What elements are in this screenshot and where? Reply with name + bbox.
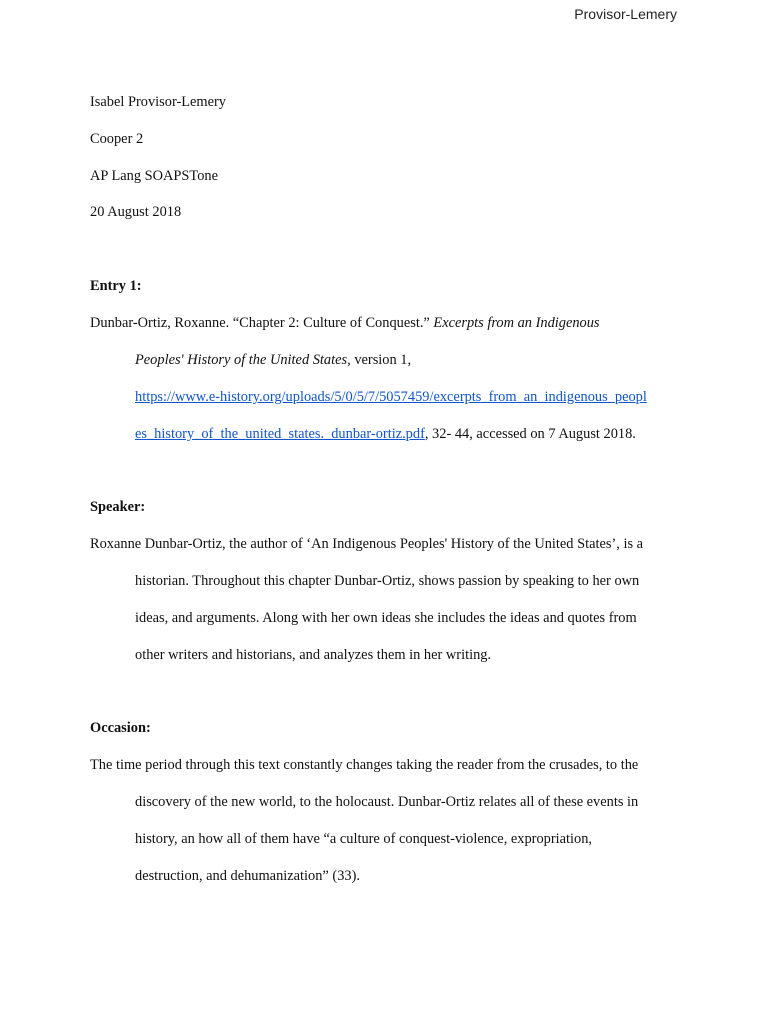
- entry-label: Entry 1:: [90, 278, 142, 294]
- occasion-line: The time period through this text constantly changes taking the reader from the crusades, to the: [90, 757, 639, 773]
- teacher-name: Cooper 2: [90, 131, 144, 147]
- citation-container-title-cont: Peoples' History of the United States,: [135, 352, 351, 368]
- citation-version: version 1,: [350, 352, 412, 368]
- citation-tail: , 32- 44, accessed on 7 August 2018.: [424, 426, 636, 442]
- speaker-label: Speaker:: [90, 499, 146, 515]
- citation-line-4: [135, 426, 636, 443]
- speaker-line: historian. Throughout this chapter Dunbar-Ortiz, shows passion by speaking to her own: [135, 573, 640, 589]
- occasion-line: discovery of the new world, to the holocaust. Dunbar-Ortiz relates all of these events in: [135, 794, 639, 810]
- occasion-label: Occasion:: [90, 720, 151, 736]
- citation-author-title: Dunbar-Ortiz, Roxanne. “Chapter 2: Culture of Conquest.”: [90, 315, 434, 331]
- running-head: Provisor-Lemery: [574, 6, 677, 22]
- speaker-line: Roxanne Dunbar-Ortiz, the author of ‘An Indigenous Peoples' History of the United States’, is a: [90, 536, 644, 552]
- citation-line-3: [135, 389, 647, 406]
- occasion-line: history, an how all of them have “a culture of conquest-violence, expropriation,: [135, 831, 593, 847]
- occasion-line: destruction, and dehumanization” (33).: [135, 868, 360, 884]
- citation-line-1: [90, 315, 600, 332]
- citation-url-link-cont[interactable]: es_history_of_the_united_states._dunbar-ortiz.pdf: [135, 426, 425, 442]
- speaker-line: other writers and historians, and analyzes them in her writing.: [135, 647, 492, 663]
- citation-line-2: [135, 352, 411, 369]
- speaker-line: ideas, and arguments. Along with her own ideas she includes the ideas and quotes from: [135, 610, 637, 626]
- citation-container-title: Excerpts from an Indigenous: [433, 315, 600, 331]
- citation-url-link[interactable]: https://www.e-history.org/uploads/5/0/5/7/5057459/excerpts_from_an_indigenous_peopl: [135, 389, 647, 405]
- document-date: 20 August 2018: [90, 204, 182, 220]
- course-name: AP Lang SOAPSTone: [90, 168, 218, 184]
- student-name: Isabel Provisor-Lemery: [90, 94, 226, 110]
